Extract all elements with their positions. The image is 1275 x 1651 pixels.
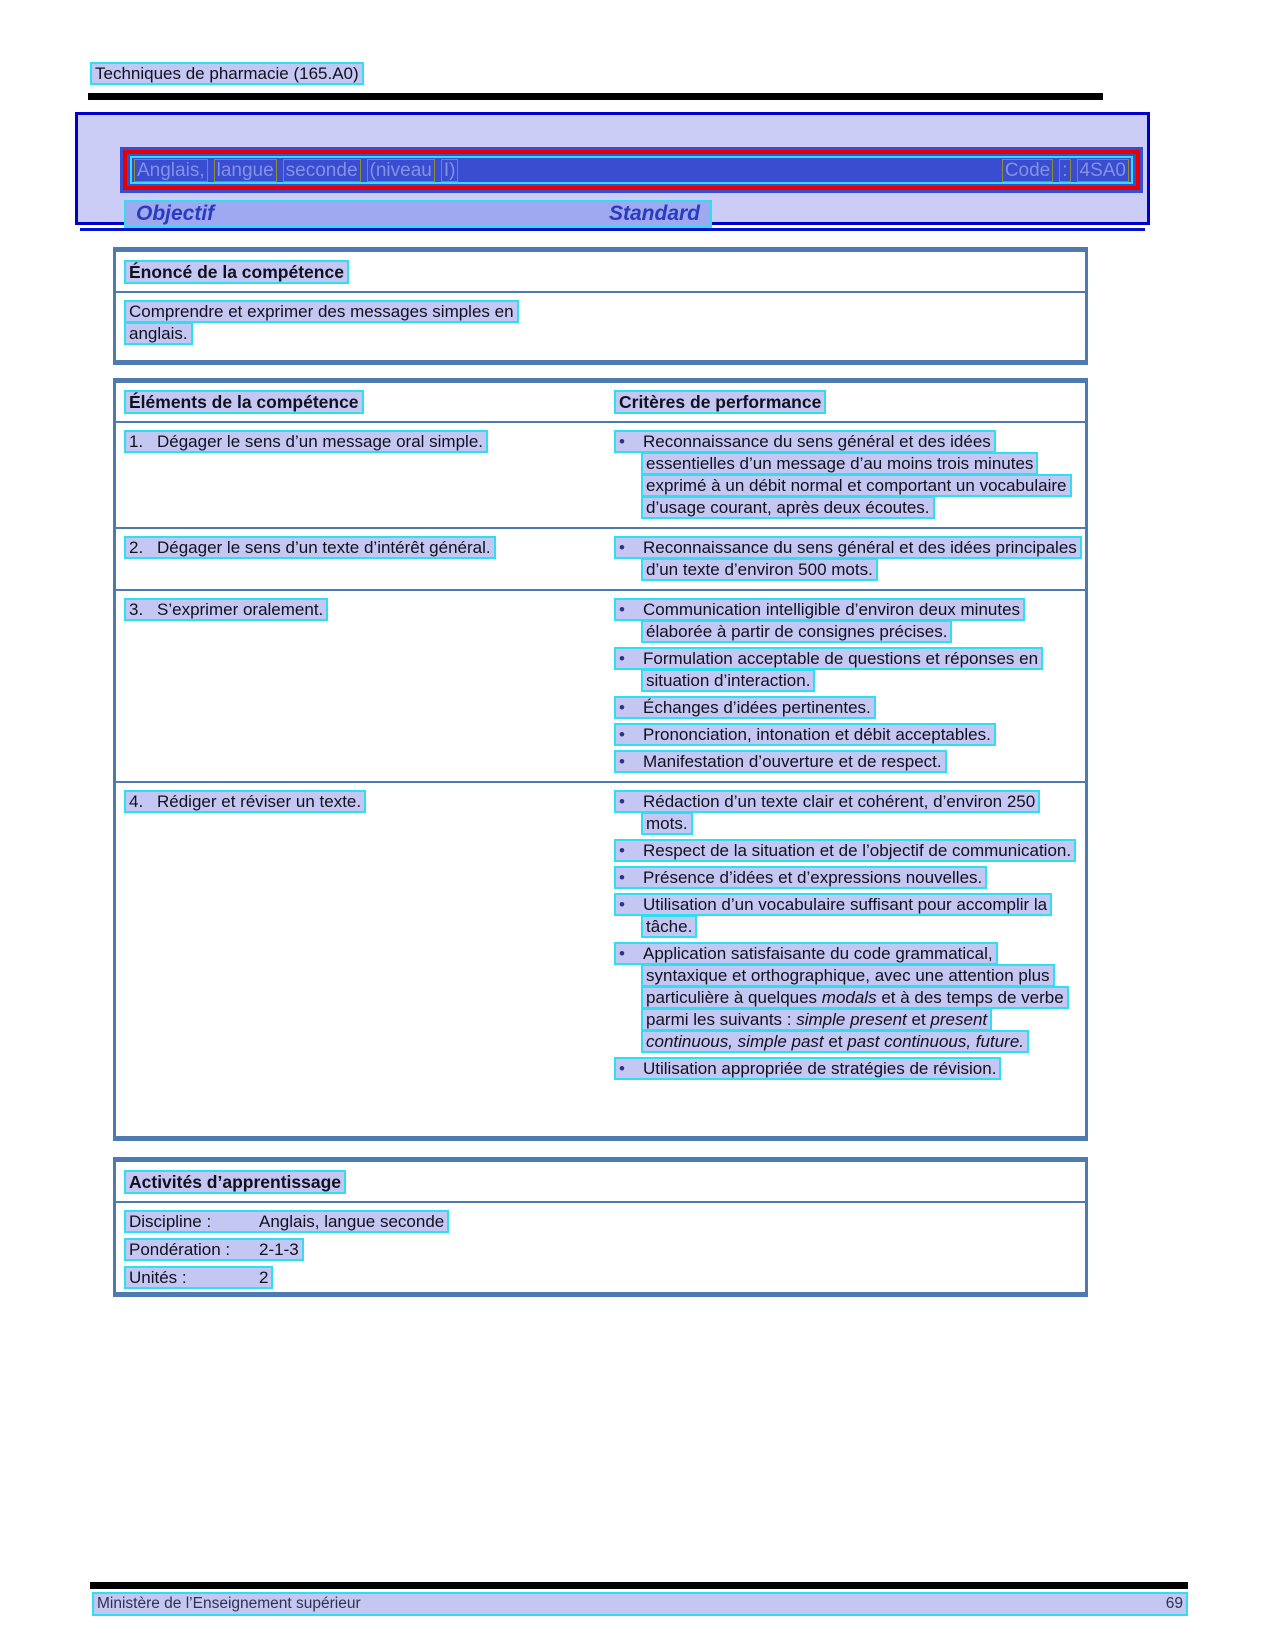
- banner-code-words: [1002, 159, 1129, 182]
- element-item-number: 3.: [129, 600, 144, 619]
- bullet-icon: •: [619, 600, 625, 619]
- banner-code-word: :: [1059, 159, 1070, 182]
- criterion-italic-term: simple present: [796, 1010, 907, 1029]
- element-item-text: 4. Rédiger et réviser un texte.: [124, 790, 366, 813]
- header-rule: [88, 93, 1103, 100]
- criterion-bullet-item: [614, 791, 1078, 835]
- bullet-icon: •: [619, 841, 625, 860]
- criterion-bullet-item: [614, 751, 1078, 773]
- page-header: [90, 64, 364, 84]
- criterion-text: • Utilisation appropriée de stratégies de révision.: [614, 1057, 1001, 1080]
- footer-text-line: [92, 1592, 1188, 1616]
- table-row: [116, 527, 1085, 589]
- enonce-box-header: [116, 252, 1085, 293]
- elements-header-text: Éléments de la compétence: [124, 390, 364, 414]
- activity-line-text: Discipline : Anglais, langue seconde: [124, 1210, 449, 1233]
- element-item: [124, 537, 614, 559]
- program-banner-red-frame: [123, 150, 1140, 190]
- bullet-icon: •: [619, 944, 625, 963]
- element-item-text: 2. Dégager le sens d’un texte d’intérêt général.: [124, 536, 496, 559]
- activity-label: Discipline :: [129, 1212, 212, 1231]
- table-row: [116, 589, 1085, 781]
- criterion-text: • Communication intelligible d’environ deux minutes élaborée à partir de consignes précises.: [614, 598, 1025, 643]
- competence-table-header: [116, 383, 1085, 423]
- criteria-cell: [614, 599, 1079, 773]
- document-title: Techniques de pharmacie (165.A0): [90, 62, 364, 85]
- bullet-icon: •: [619, 792, 625, 811]
- bullet-icon: •: [619, 698, 625, 717]
- activity-line: [124, 1211, 1077, 1233]
- footer-rule: [90, 1582, 1188, 1589]
- table-row: [116, 781, 1085, 1088]
- criterion-text: • Reconnaissance du sens général et des idées principales d’un texte d’environ 500 mots.: [614, 536, 1082, 581]
- activity-line: [124, 1239, 1077, 1261]
- enonce-header-text: Énoncé de la compétence: [124, 260, 349, 284]
- activities-header-text: Activités d’apprentissage: [124, 1170, 346, 1194]
- criterion-text: • Respect de la situation et de l’objectif de communication.: [614, 839, 1076, 862]
- activity-label: Pondération :: [129, 1240, 231, 1259]
- criteria-cell: [614, 431, 1079, 519]
- banner-title-word: Anglais,: [134, 159, 208, 182]
- criterion-bullet-item: [614, 537, 1078, 581]
- program-banner: [120, 147, 1143, 193]
- activities-lines: [116, 1203, 1085, 1303]
- criterion-text: • Manifestation d’ouverture et de respect.: [614, 750, 947, 773]
- banner-title-word: (niveau: [367, 159, 435, 182]
- banner-title-word: langue: [214, 159, 277, 182]
- element-cell: [124, 791, 614, 1080]
- table-row: [116, 423, 1085, 527]
- banner-code-word: 4SA0: [1077, 159, 1129, 182]
- bullet-icon: •: [619, 432, 625, 451]
- program-banner-text-line: [130, 156, 1133, 184]
- element-item-number: 2.: [129, 538, 144, 557]
- element-cell: [124, 599, 614, 773]
- criterion-bullet-item: [614, 840, 1078, 862]
- criterion-text: • Application satisfaisante du code grammatical, syntaxique et orthographique, avec une attention plus particulière à quelques modals et à des temps de verbe parmi les suivants : simple present et present continuous, simple past et past continuous, future.: [614, 942, 1069, 1053]
- banner-title-word: seconde: [283, 159, 361, 182]
- criterion-italic-term: past continuous, future.: [847, 1032, 1025, 1051]
- activity-label: Unités :: [129, 1268, 187, 1287]
- criterion-italic-term: present continuous, simple past: [646, 1010, 988, 1051]
- col2-header-cell: [614, 392, 1077, 413]
- criterion-text: • Rédaction d’un texte clair et cohérent, d’environ 250 mots.: [614, 790, 1040, 835]
- element-item-text: 3. S’exprimer oralement.: [124, 598, 328, 621]
- criteres-header-text: Critères de performance: [614, 390, 826, 414]
- col1-header-cell: [124, 392, 614, 413]
- bullet-icon: •: [619, 895, 625, 914]
- enonce-box-body: [116, 293, 1085, 353]
- bullet-icon: •: [619, 868, 625, 887]
- element-cell: [124, 431, 614, 519]
- banner-title-words: [134, 159, 458, 182]
- element-item: [124, 599, 614, 621]
- criterion-bullet-item: [614, 943, 1078, 1053]
- element-item-number: 1.: [129, 432, 144, 451]
- criterion-text: • Présence d’idées et d’expressions nouvelles.: [614, 866, 987, 889]
- criterion-bullet-item: [614, 724, 1078, 746]
- bullet-icon: •: [619, 1059, 625, 1078]
- activity-line: [124, 1267, 1077, 1289]
- bullet-icon: •: [619, 725, 625, 744]
- criterion-text: • Reconnaissance du sens général et des idées essentielles d’un message d’au moins trois minutes exprimé à un débit normal et comportant un vocabulaire d’usage courant, après deux écoutes.: [614, 430, 1072, 519]
- objectif-heading: Objectif: [136, 202, 215, 225]
- program-panel: [75, 112, 1150, 225]
- competence-table-body: [116, 423, 1085, 1088]
- element-cell: [124, 537, 614, 581]
- section-heading-row: [80, 200, 1145, 231]
- activity-line-text: Unités : 2: [124, 1266, 273, 1289]
- criterion-bullet-item: [614, 697, 1078, 719]
- page-footer: [92, 1592, 1188, 1616]
- bullet-icon: •: [619, 538, 625, 557]
- element-item-text: 1. Dégager le sens d’un message oral simple.: [124, 430, 488, 453]
- criterion-bullet-item: [614, 599, 1078, 643]
- criterion-text: • Échanges d’idées pertinentes.: [614, 696, 876, 719]
- criterion-italic-term: modals: [821, 988, 877, 1007]
- criterion-bullet-item: [614, 867, 1078, 889]
- activity-line-text: Pondération : 2-1-3: [124, 1238, 304, 1261]
- element-item: [124, 791, 614, 813]
- banner-code-word: Code: [1002, 159, 1053, 182]
- activities-box: [113, 1157, 1088, 1297]
- criteria-cell: [614, 791, 1079, 1080]
- section-heading-band: [124, 200, 712, 228]
- criterion-text: • Utilisation d’un vocabulaire suffisant pour accomplir la tâche.: [614, 893, 1052, 938]
- criterion-bullet-item: [614, 894, 1078, 938]
- activities-box-header: [116, 1162, 1085, 1203]
- standard-heading: Standard: [608, 202, 700, 225]
- criterion-bullet-item: [614, 648, 1078, 692]
- enonce-box: [113, 247, 1088, 365]
- bullet-icon: •: [619, 752, 625, 771]
- enonce-statement: Comprendre et exprimer des messages simples en anglais.: [124, 301, 576, 345]
- competence-table: [113, 378, 1088, 1141]
- banner-title-word: I): [441, 159, 459, 182]
- criterion-text: • Prononciation, intonation et débit acceptables.: [614, 723, 996, 746]
- footer-page-number: 69: [1165, 1595, 1183, 1612]
- criterion-bullet-item: [614, 431, 1078, 519]
- criterion-text: • Formulation acceptable de questions et réponses en situation d’interaction.: [614, 647, 1043, 692]
- footer-ministry-text: Ministère de l’Enseignement supérieur: [97, 1595, 361, 1612]
- element-item-number: 4.: [129, 792, 144, 811]
- bullet-icon: •: [619, 649, 625, 668]
- criteria-cell: [614, 537, 1079, 581]
- criterion-bullet-item: [614, 1058, 1078, 1080]
- element-item: [124, 431, 614, 453]
